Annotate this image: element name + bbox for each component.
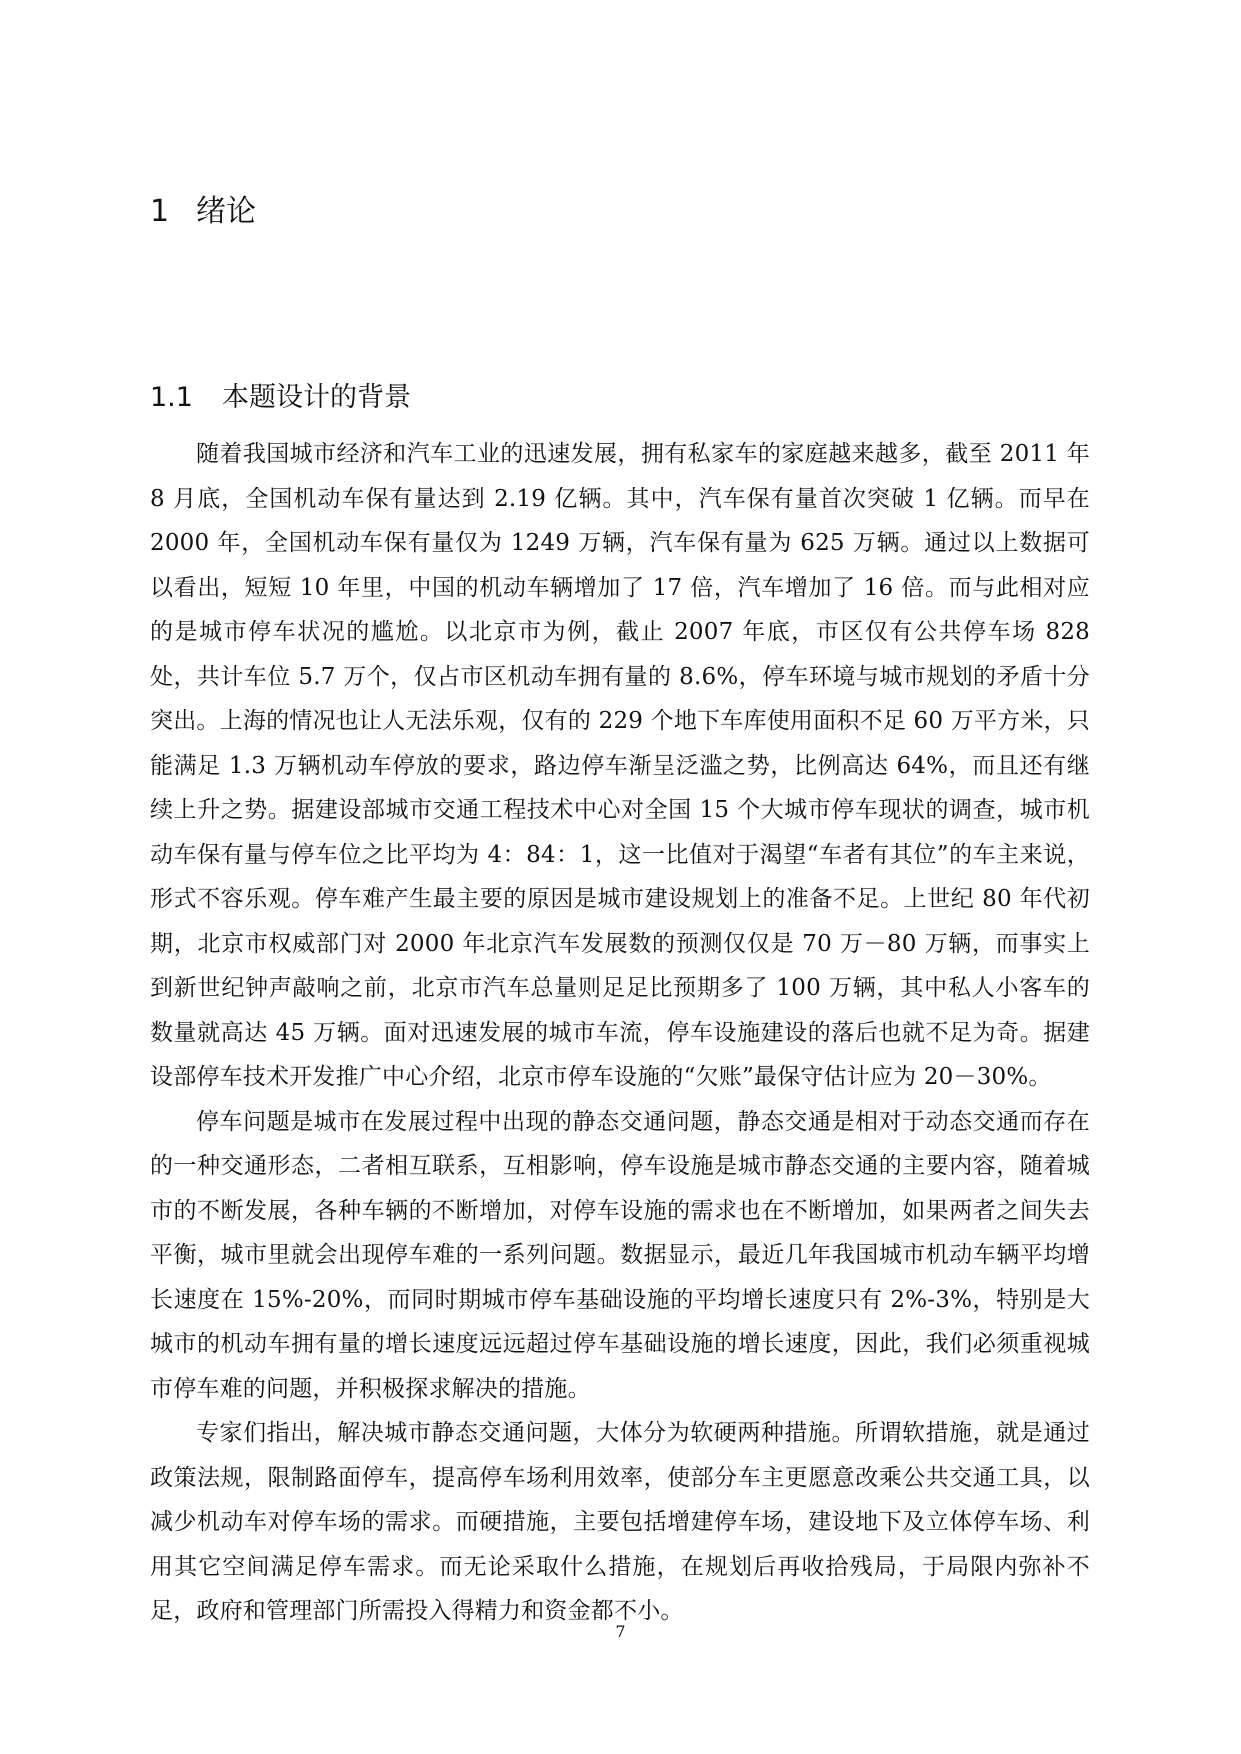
body-text <box>150 432 1090 1634</box>
paragraph: 随着我国城市经济和汽车工业的迅速发展，拥有私家车的家庭越来越多，截至 2011 年 8 月底，全国机动车保有量达到 2.19 亿辆。其中，汽车保有量首次突破 1 亿辆。而早在 2000 年，全国机动车保有量仅为 1249 万辆，汽车保有量为 625 万辆。通过以上数据可以看出，短短 10 年里，中国的机动车辆增加了 17 倍，汽车增加了 16 倍。而与此相对应的是城市停车状况的尴尬。以北京市为例，截止 2007 年底，市区仅有公共停车场 828 处，共计车位 5.7 万个，仅占市区机动车拥有量的 8.6%，停车环境与城市规划的矛盾十分突出。上海的情况也让人无法乐观，仅有的 229 个地下车库使用面积不足 60 万平方米，只能满足 1.3 万辆机动车停放的要求，路边停车渐呈泛滥之势，比例高达 64%，而且还有继续上升之势。据建设部城市交通工程技术中心对全国 15 个大城市停车现状的调查，城市机动车保有量与停车位之比平均为 4：84：1，这一比值对于渴望“车者有其位”的车主来说，形式不容乐观。停车难产生最主要的原因是城市建设规划上的准备不足。上世纪 80 年代初期，北京市权威部门对 2000 年北京汽车发展数的预测仅仅是 70 万－80 万辆，而事实上到新世纪钟声敲响之前，北京市汽车总量则足足比预期多了 100 万辆，其中私人小客车的数量就高达 45 万辆。面对迅速发展的城市车流，停车设施建设的落后也就不足为奇。据建设部停车技术开发推广中心介绍，北京市停车设施的“欠账”最保守估计应为 20－30%。 <box>150 441 1090 1090</box>
section-heading <box>150 378 411 418</box>
section-title-text: 本题设计的背景 <box>222 382 411 413</box>
paragraph: 专家们指出，解决城市静态交通问题，大体分为软硬两种措施。所谓软措施，就是通过政策法规，限制路面停车，提高停车场利用效率，使部分车主更愿意改乘公共交通工具，以减少机动车对停车场的需求。而硬措施，主要包括增建停车场，建设地下及立体停车场、利用其它空间满足停车需求。而无论采取什么措施，在规划后再收拾残局，于局限内弥补不足，政府和管理部门所需投入得精力和资金都不小。 <box>150 1420 1090 1624</box>
chapter-title-text: 绪论 <box>196 194 256 229</box>
section-number: 1.1 <box>150 382 193 413</box>
paragraph: 停车问题是城市在发展过程中出现的静态交通问题，静态交通是相对于动态交通而存在的一种交通形态，二者相互联系，互相影响，停车设施是城市静态交通的主要内容，随着城市的不断发展，各种车辆的不断增加，对停车设施的需求也在不断增加，如果两者之间失去平衡，城市里就会出现停车难的一系列问题。数据显示，最近几年我国城市机动车辆平均增长速度在 15%-20%，而同时期城市停车基础设施的平均增长速度只有 2%-3%，特别是大城市的机动车拥有量的增长速度远远超过停车基础设施的增长速度，因此，我们必须重视城市停车难的问题，并积极探求解决的措施。 <box>150 1108 1090 1402</box>
page-number: 7 <box>615 1622 626 1641</box>
chapter-number: 1 <box>150 194 170 229</box>
chapter-heading <box>150 192 256 232</box>
